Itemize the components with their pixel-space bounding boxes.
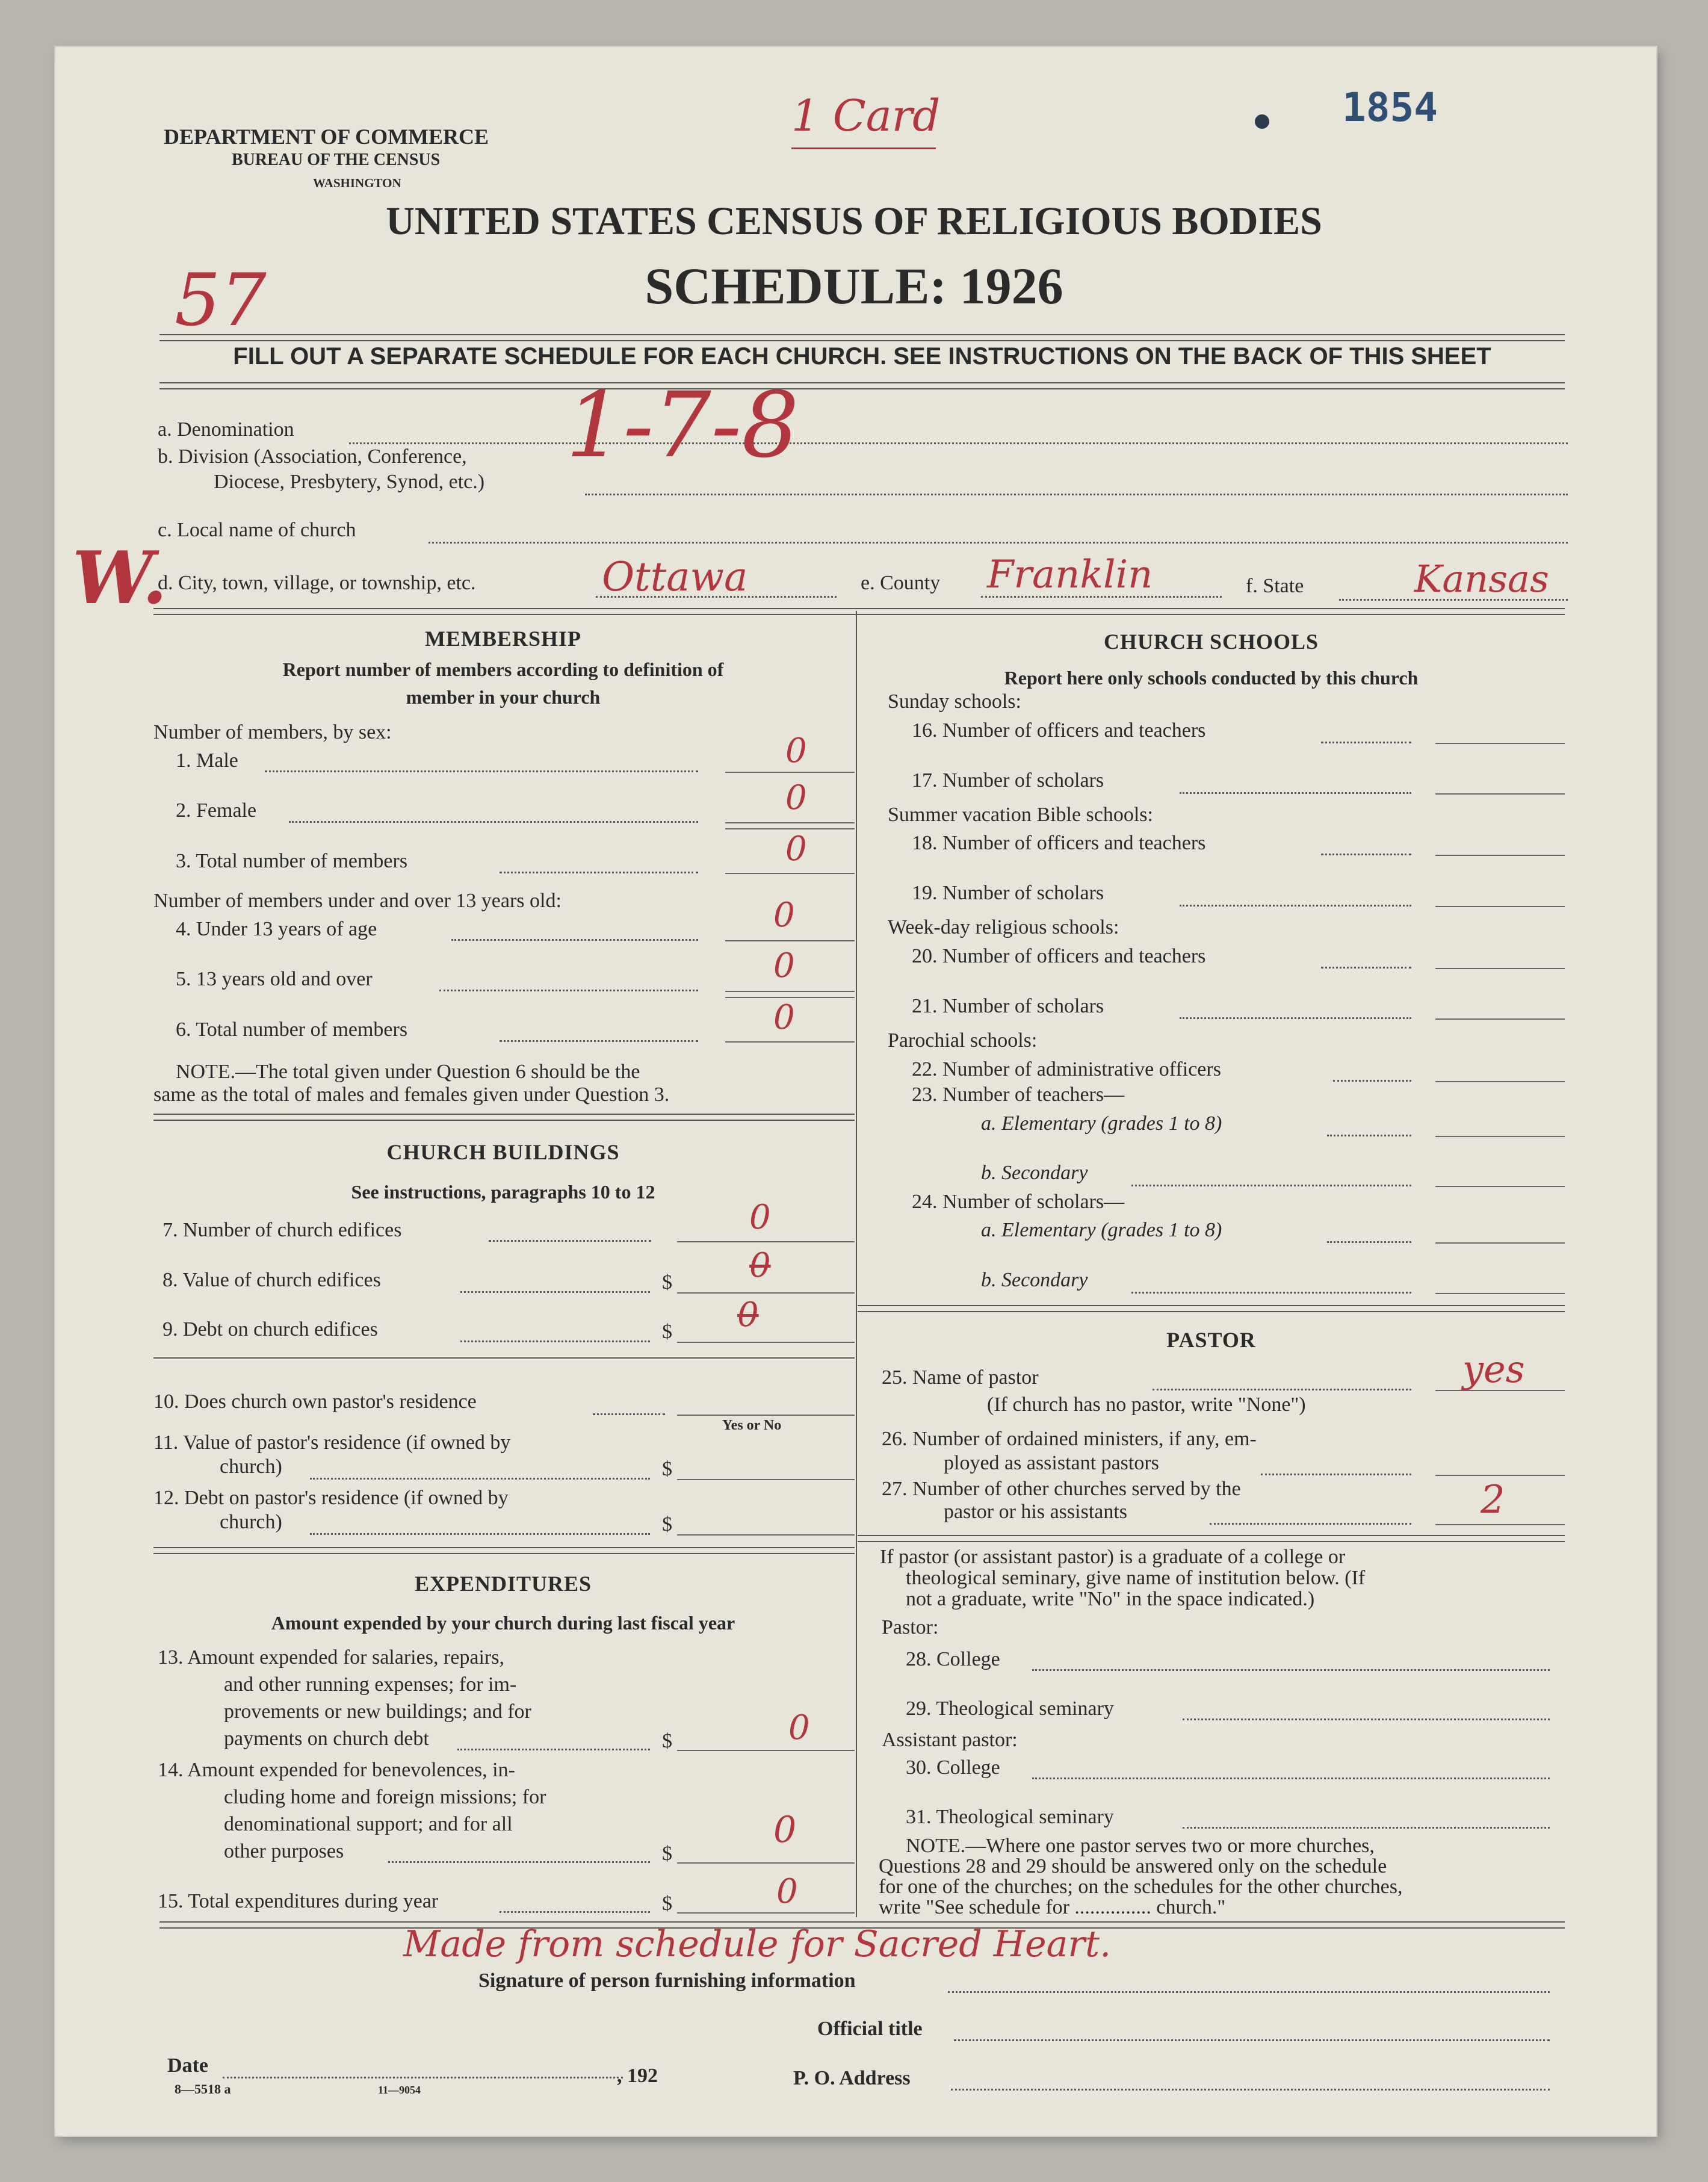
q11-dollar: $ bbox=[662, 1458, 672, 1480]
q8-leader bbox=[460, 1291, 650, 1293]
signature-label: Signature of person furnishing information bbox=[478, 1970, 856, 1992]
city-label: d. City, town, village, or township, etc. bbox=[158, 572, 476, 594]
q26-leader bbox=[1261, 1474, 1411, 1475]
q24a-label: a. Elementary (grades 1 to 8) bbox=[981, 1219, 1222, 1241]
q13-dollar: $ bbox=[662, 1730, 672, 1752]
state-label: f. State bbox=[1246, 575, 1304, 597]
q22-label: 22. Number of administrative officers bbox=[912, 1058, 1221, 1080]
q28-label: 28. College bbox=[906, 1648, 1000, 1670]
q24a-answer-field[interactable] bbox=[1435, 1242, 1565, 1244]
q14-value: 0 bbox=[773, 1809, 797, 1851]
q5-value: 0 bbox=[773, 946, 795, 985]
q19-leader bbox=[1180, 905, 1411, 907]
q15-dollar: $ bbox=[662, 1892, 672, 1915]
q6-leader bbox=[500, 1040, 698, 1042]
identification-rule bbox=[153, 608, 1565, 615]
q17-label: 17. Number of scholars bbox=[912, 769, 1104, 792]
pastor-note-4: write "See schedule for ............... church." bbox=[879, 1896, 1226, 1918]
q12-label-2: church) bbox=[220, 1511, 282, 1533]
q26-label-2: ployed as assistant pastors bbox=[944, 1452, 1159, 1474]
q18-leader bbox=[1321, 854, 1411, 855]
q26-answer-field[interactable] bbox=[1435, 1475, 1565, 1476]
q27-leader bbox=[1210, 1523, 1411, 1525]
q12-leader bbox=[310, 1533, 650, 1535]
q11-label: 11. Value of pastor's residence (if owned by bbox=[153, 1431, 511, 1454]
q7-value: 0 bbox=[749, 1198, 771, 1237]
q22-answer-field[interactable] bbox=[1435, 1081, 1565, 1082]
q14-leader bbox=[388, 1861, 650, 1863]
denomination-field[interactable] bbox=[349, 442, 1568, 444]
q6-answer-field[interactable] bbox=[725, 1041, 855, 1043]
q29-label: 29. Theological seminary bbox=[906, 1697, 1114, 1720]
q2-leader bbox=[289, 821, 698, 823]
q13-answer-field[interactable] bbox=[677, 1750, 855, 1751]
q11-leader bbox=[310, 1478, 650, 1480]
q9-dollar: $ bbox=[662, 1321, 672, 1343]
q12-label: 12. Debt on pastor's residence (if owned by bbox=[153, 1487, 509, 1509]
washington-label: WASHINGTON bbox=[313, 176, 401, 190]
q5-answer-field[interactable] bbox=[725, 991, 855, 992]
q10-answer-field[interactable] bbox=[677, 1415, 855, 1416]
expenditures-title: EXPENDITURES bbox=[414, 1572, 592, 1596]
handwritten-schedule-note: Made from schedule for Sacred Heart. bbox=[403, 1923, 1112, 1965]
q26-label: 26. Number of ordained ministers, if any, em- bbox=[882, 1428, 1257, 1450]
members-by-sex-label: Number of members, by sex: bbox=[153, 721, 392, 743]
membership-note-2: same as the total of males and females given under Question 3. bbox=[153, 1083, 670, 1106]
ink-dot bbox=[1255, 114, 1269, 129]
q19-label: 19. Number of scholars bbox=[912, 882, 1104, 904]
schools-title: CHURCH SCHOOLS bbox=[1103, 630, 1319, 654]
q21-answer-field[interactable] bbox=[1435, 1018, 1565, 1020]
q1-leader bbox=[265, 770, 698, 772]
q10-label: 10. Does church own pastor's residence bbox=[153, 1390, 477, 1413]
local-name-field[interactable] bbox=[429, 542, 1568, 544]
q25-value: yes bbox=[1462, 1347, 1525, 1391]
q1-answer-field[interactable] bbox=[725, 772, 855, 773]
date-year: , 192 bbox=[617, 2065, 658, 2087]
pastor-note-1: NOTE.—Where one pastor serves two or more churches, bbox=[906, 1835, 1375, 1857]
q3-value: 0 bbox=[785, 829, 807, 869]
q25-leader bbox=[1153, 1389, 1411, 1390]
q13-label-2: and other running expenses; for im- bbox=[224, 1673, 517, 1696]
department-label: DEPARTMENT OF COMMERCE bbox=[164, 125, 489, 149]
q4-leader bbox=[451, 939, 698, 941]
q14-label: 14. Amount expended for benevolences, in- bbox=[158, 1759, 515, 1781]
denomination-value: 1-7-8 bbox=[566, 373, 799, 478]
q13-value: 0 bbox=[788, 1708, 810, 1747]
po-address-field[interactable] bbox=[951, 2089, 1550, 2091]
signature-field[interactable] bbox=[948, 1991, 1550, 1993]
state-value: Kansas bbox=[1414, 557, 1549, 601]
q15-value: 0 bbox=[776, 1872, 798, 1911]
membership-note-1: NOTE.—The total given under Question 6 should be the bbox=[176, 1061, 640, 1083]
q8-value: 0 bbox=[749, 1246, 771, 1285]
handwritten-card-note: 1 Card bbox=[791, 90, 941, 141]
q3-leader bbox=[500, 872, 698, 873]
yes-or-no-caption: Yes or No bbox=[722, 1418, 782, 1433]
q19-answer-field[interactable] bbox=[1435, 906, 1565, 907]
q17-answer-field[interactable] bbox=[1435, 793, 1565, 795]
q25-label: 25. Name of pastor bbox=[882, 1366, 1039, 1389]
official-title-field[interactable] bbox=[954, 2039, 1550, 2041]
q13-label-4: payments on church debt bbox=[224, 1728, 429, 1750]
pastor-note-3: for one of the churches; on the schedules for the other churches, bbox=[879, 1876, 1403, 1898]
q6-label: 6. Total number of members bbox=[176, 1018, 408, 1041]
graduate-instruction-3: not a graduate, write "No" in the space indicated.) bbox=[906, 1588, 1315, 1610]
q31-label: 31. Theological seminary bbox=[906, 1806, 1114, 1828]
handwritten-w: W. bbox=[72, 536, 167, 621]
q29-field[interactable] bbox=[1183, 1719, 1550, 1720]
q24a-leader bbox=[1327, 1241, 1411, 1243]
q25-note: (If church has no pastor, write "None") bbox=[987, 1393, 1306, 1416]
assistant-pastor-subheading: Assistant pastor: bbox=[882, 1729, 1018, 1751]
membership-rule bbox=[153, 1114, 855, 1121]
sunday-schools-label: Sunday schools: bbox=[888, 690, 1021, 713]
buildings-rule bbox=[153, 1547, 855, 1554]
q16-leader bbox=[1321, 742, 1411, 743]
q20-label: 20. Number of officers and teachers bbox=[912, 945, 1206, 967]
q3-label: 3. Total number of members bbox=[176, 850, 408, 872]
division-label-2: Diocese, Presbytery, Synod, etc.) bbox=[214, 471, 485, 493]
graduate-instruction-1: If pastor (or assistant pastor) is a graduate of a college or bbox=[880, 1546, 1346, 1568]
header-rule bbox=[159, 334, 1565, 341]
q23a-leader bbox=[1327, 1135, 1411, 1136]
q6-value: 0 bbox=[773, 998, 795, 1037]
q8-dollar: $ bbox=[662, 1271, 672, 1294]
po-address-label: P. O. Address bbox=[793, 2067, 911, 2089]
q16-label: 16. Number of officers and teachers bbox=[912, 719, 1206, 742]
q27-label-2: pastor or his assistants bbox=[944, 1501, 1128, 1523]
q9-leader bbox=[460, 1341, 650, 1342]
print-number: 11—9054 bbox=[378, 2084, 421, 2096]
date-field[interactable] bbox=[223, 2077, 623, 2078]
buildings-title: CHURCH BUILDINGS bbox=[386, 1140, 620, 1164]
q4-label: 4. Under 13 years of age bbox=[176, 918, 377, 940]
membership-subtitle-2: member in your church bbox=[406, 686, 601, 708]
q14-dollar: $ bbox=[662, 1843, 672, 1865]
q9-label: 9. Debt on church edifices bbox=[162, 1318, 378, 1341]
graduate-instruction-2: theological seminary, give name of institution below. (If bbox=[906, 1567, 1366, 1589]
pastor-subheading: Pastor: bbox=[882, 1616, 939, 1638]
card-note-underline bbox=[791, 147, 936, 149]
membership-subtitle-1: Report number of members according to definition of bbox=[282, 659, 724, 680]
q11-answer-field[interactable] bbox=[677, 1479, 855, 1480]
parochial-schools-label: Parochial schools: bbox=[888, 1029, 1038, 1052]
instructions-banner: FILL OUT A SEPARATE SCHEDULE FOR EACH CHURCH. SEE INSTRUCTIONS ON THE BACK OF THIS SHEET bbox=[233, 343, 1491, 370]
q20-answer-field[interactable] bbox=[1435, 968, 1565, 969]
division-label: b. Division (Association, Conference, bbox=[158, 445, 467, 468]
q23b-label: b. Secondary bbox=[981, 1162, 1088, 1184]
q16-answer-field[interactable] bbox=[1435, 743, 1565, 744]
q27-answer-field[interactable] bbox=[1435, 1524, 1565, 1525]
q23-label: 23. Number of teachers— bbox=[912, 1083, 1125, 1106]
schedule-title: SCHEDULE: 1926 bbox=[645, 257, 1063, 315]
buildings-mid-rule bbox=[153, 1357, 855, 1363]
q18-label: 18. Number of officers and teachers bbox=[912, 832, 1206, 854]
weekday-schools-label: Week-day religious schools: bbox=[888, 916, 1119, 938]
q14-label-4: other purposes bbox=[224, 1840, 344, 1862]
q3-answer-field[interactable] bbox=[725, 873, 855, 874]
form-number: 8—5518 a bbox=[175, 2081, 231, 2097]
q14-label-2: cluding home and foreign missions; for bbox=[224, 1786, 546, 1808]
q24-label: 24. Number of scholars— bbox=[912, 1191, 1125, 1213]
q14-answer-field[interactable] bbox=[677, 1862, 855, 1864]
q12-dollar: $ bbox=[662, 1513, 672, 1536]
denomination-label: a. Denomination bbox=[158, 418, 294, 441]
q4-answer-field[interactable] bbox=[725, 940, 855, 941]
official-title-label: Official title bbox=[817, 2018, 923, 2040]
county-label: e. County bbox=[861, 572, 941, 594]
q7-leader bbox=[489, 1240, 651, 1242]
banner-rule bbox=[159, 382, 1565, 389]
stamp-number: 1854 bbox=[1342, 84, 1438, 131]
q15-leader bbox=[500, 1911, 650, 1913]
q12-answer-field[interactable] bbox=[677, 1534, 855, 1536]
q14-label-3: denominational support; and for all bbox=[224, 1813, 513, 1835]
column-divider bbox=[856, 611, 857, 1917]
q13-leader bbox=[457, 1749, 650, 1750]
date-label: Date bbox=[167, 2054, 208, 2077]
summer-schools-label: Summer vacation Bible schools: bbox=[888, 804, 1153, 826]
pastor-note-2: Questions 28 and 29 should be answered only on the schedule bbox=[879, 1855, 1387, 1877]
expenditures-subtitle: Amount expended by your church during last fiscal year bbox=[271, 1612, 735, 1634]
q2-answer-field[interactable] bbox=[725, 822, 855, 823]
q7-answer-field[interactable] bbox=[677, 1241, 855, 1242]
schools-subtitle: Report here only schools conducted by this church bbox=[1004, 667, 1419, 689]
q15-answer-field[interactable] bbox=[677, 1912, 855, 1914]
q30-label: 30. College bbox=[906, 1756, 1000, 1779]
q27-value: 2 bbox=[1481, 1478, 1505, 1522]
q2-label: 2. Female bbox=[176, 799, 257, 822]
membership-title: MEMBERSHIP bbox=[424, 627, 581, 651]
form-title: UNITED STATES CENSUS OF RELIGIOUS BODIES bbox=[386, 199, 1322, 243]
q21-label: 21. Number of scholars bbox=[912, 995, 1104, 1017]
pastor-title: PASTOR bbox=[1166, 1328, 1256, 1352]
q11-label-2: church) bbox=[220, 1455, 282, 1478]
members-by-age-label: Number of members under and over 13 years old: bbox=[153, 890, 562, 912]
q5-label: 5. 13 years old and over bbox=[176, 968, 373, 990]
q22-leader bbox=[1333, 1080, 1411, 1082]
q13-label: 13. Amount expended for salaries, repairs, bbox=[158, 1646, 504, 1669]
q5-leader bbox=[439, 990, 698, 991]
local-name-label: c. Local name of church bbox=[158, 519, 356, 541]
q31-field[interactable] bbox=[1183, 1827, 1550, 1829]
q10-leader bbox=[593, 1413, 665, 1415]
q4-value: 0 bbox=[773, 896, 795, 935]
county-value: Franklin bbox=[987, 553, 1153, 597]
q1-label: 1. Male bbox=[176, 749, 238, 772]
q24b-answer-field[interactable] bbox=[1435, 1293, 1565, 1294]
q8-answer-field[interactable] bbox=[677, 1292, 855, 1294]
q24b-leader bbox=[1131, 1292, 1411, 1294]
pastor-rule bbox=[858, 1535, 1565, 1542]
q23a-label: a. Elementary (grades 1 to 8) bbox=[981, 1112, 1222, 1135]
q1-value: 0 bbox=[785, 731, 807, 770]
q23a-answer-field[interactable] bbox=[1435, 1136, 1565, 1137]
q27-label: 27. Number of other churches served by the bbox=[882, 1478, 1241, 1500]
q2-value: 0 bbox=[785, 778, 807, 817]
handwritten-57: 57 bbox=[175, 259, 267, 342]
buildings-subtitle: See instructions, paragraphs 10 to 12 bbox=[351, 1181, 655, 1203]
bureau-label: BUREAU OF THE CENSUS bbox=[232, 150, 441, 169]
division-field[interactable] bbox=[585, 494, 1568, 495]
q23b-answer-field[interactable] bbox=[1435, 1186, 1565, 1187]
q13-label-3: provements or new buildings; and for bbox=[224, 1700, 531, 1723]
schools-rule bbox=[858, 1305, 1565, 1312]
q18-answer-field[interactable] bbox=[1435, 855, 1565, 856]
q9-answer-field[interactable] bbox=[677, 1342, 855, 1343]
q24b-label: b. Secondary bbox=[981, 1269, 1088, 1291]
city-value: Ottawa bbox=[602, 554, 748, 600]
q20-leader bbox=[1321, 967, 1411, 969]
q23b-leader bbox=[1131, 1185, 1411, 1186]
q17-leader bbox=[1180, 792, 1411, 794]
q15-label: 15. Total expenditures during year bbox=[158, 1890, 439, 1912]
q7-label: 7. Number of church edifices bbox=[162, 1219, 402, 1241]
q21-leader bbox=[1180, 1017, 1411, 1019]
q9-value: 0 bbox=[737, 1295, 759, 1334]
q28-field[interactable] bbox=[1032, 1669, 1550, 1671]
q8-label: 8. Value of church edifices bbox=[162, 1269, 381, 1291]
q30-field[interactable] bbox=[1032, 1778, 1550, 1779]
